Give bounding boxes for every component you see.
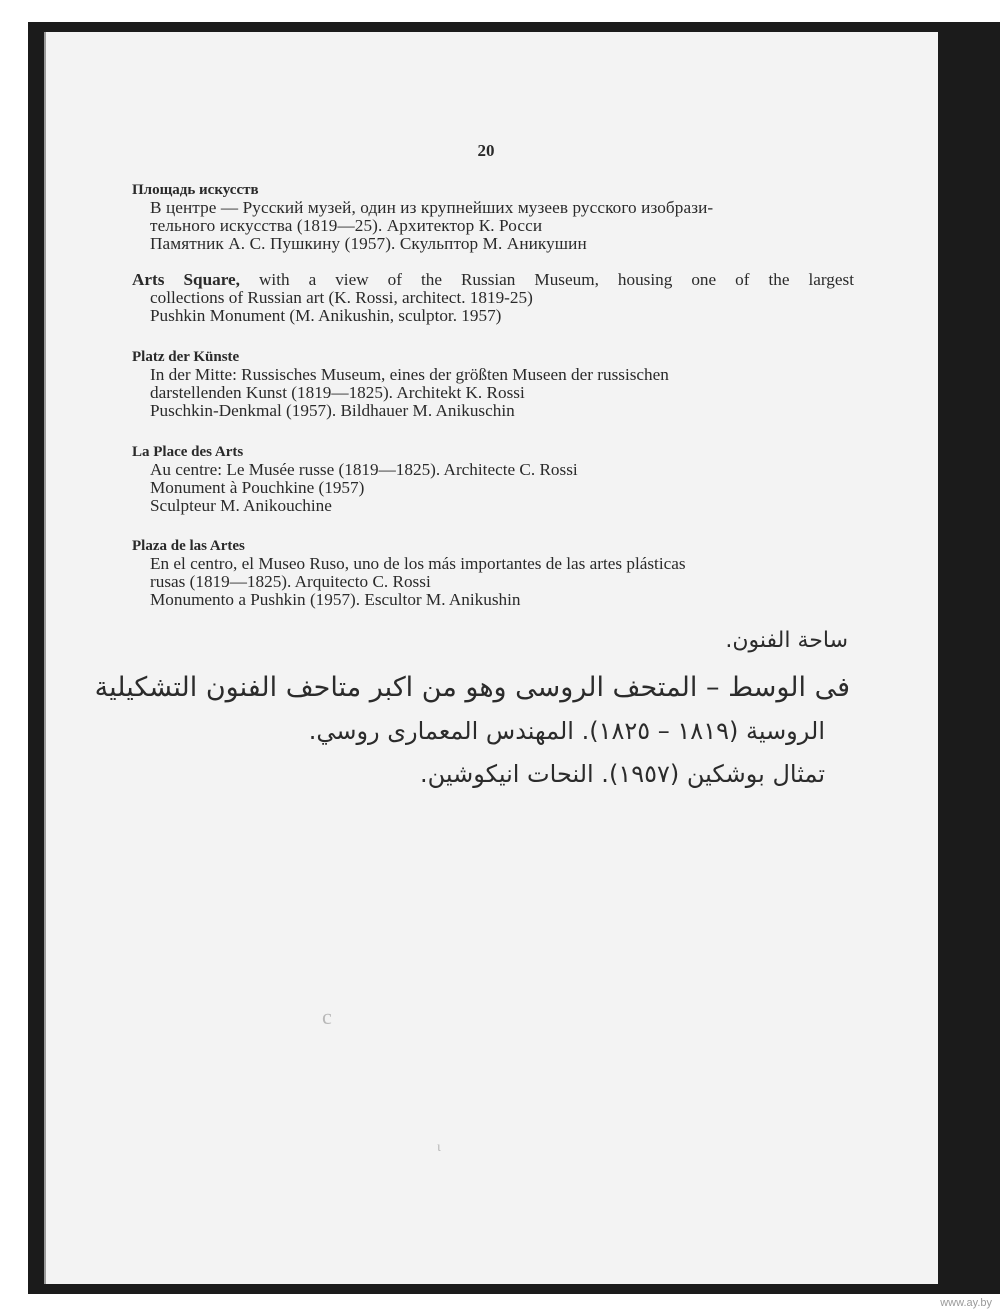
arabic-handwritten-line: تمثال بوشكين (١٩٥٧). النحات انيكوشين. [419,760,825,788]
section-heading: Arts Square, [132,270,240,289]
section-line: collections of Russian art (K. Rossi, architect. 1819-25) [150,288,533,307]
section-line: Pushkin Monument (M. Anikushin, sculptor. 1957) [150,306,502,325]
pencil-mark: c [322,1004,332,1029]
section-line: with a view of the Russian Museum, housing one of the largest [259,270,854,289]
section-line: Monumento a Pushkin (1957). Escultor M. Anikushin [150,590,521,609]
section-spanish [132,537,854,609]
section-english [132,271,854,325]
section-heading: Platz der Künste [132,349,240,365]
section-line: Au centre: Le Musée russe (1819—1825). Architecte C. Rossi [150,460,578,479]
section-heading: Площадь искусств [132,182,259,198]
section-line: En el centro, el Museo Ruso, uno de los más importantes de las artes plásticas [150,554,686,573]
section-heading: Plaza de las Artes [132,538,245,554]
arabic-handwritten-line: فى الوسط – المتحف الروسى وهو من اكبر متاحف الفنون التشكيلية [94,672,850,703]
section-line: Памятник А. С. Пушкину (1957). Скульптор М. Аникушин [150,234,587,253]
site-watermark: www.ay.by [940,1297,992,1309]
arabic-handwritten-line: الروسية (١٨١٩ – ١٨٢٥). المهندس المعمارى روسي. [308,717,825,745]
section-french [132,443,854,515]
section-german [132,348,854,420]
page-number: 20 [477,141,495,160]
section-line: Puschkin-Denkmal (1957). Bildhauer M. Anikuschin [150,401,515,420]
section-line: darstellenden Kunst (1819—1825). Architekt K. Rossi [150,383,525,402]
section-line: В центре — Русский музей, один из крупнейших музеев русского изобрази- [150,198,714,217]
section-first-line [132,271,854,289]
section-line: тельного искусства (1819—25). Архитектор К. Росси [150,216,543,235]
section-russian [132,181,854,253]
arabic-handwritten-title: ساحة الفنون. [725,628,848,653]
pencil-mark: ɩ [437,1140,441,1155]
section-heading: La Place des Arts [132,444,244,460]
section-line: In der Mitte: Russisches Museum, eines der größten Museen der russischen [150,365,669,384]
section-line: rusas (1819—1825). Arquitecto C. Rossi [150,572,431,591]
section-line: Sculpteur M. Anikouchine [150,496,332,515]
section-line: Monument à Pouchkine (1957) [150,478,365,497]
